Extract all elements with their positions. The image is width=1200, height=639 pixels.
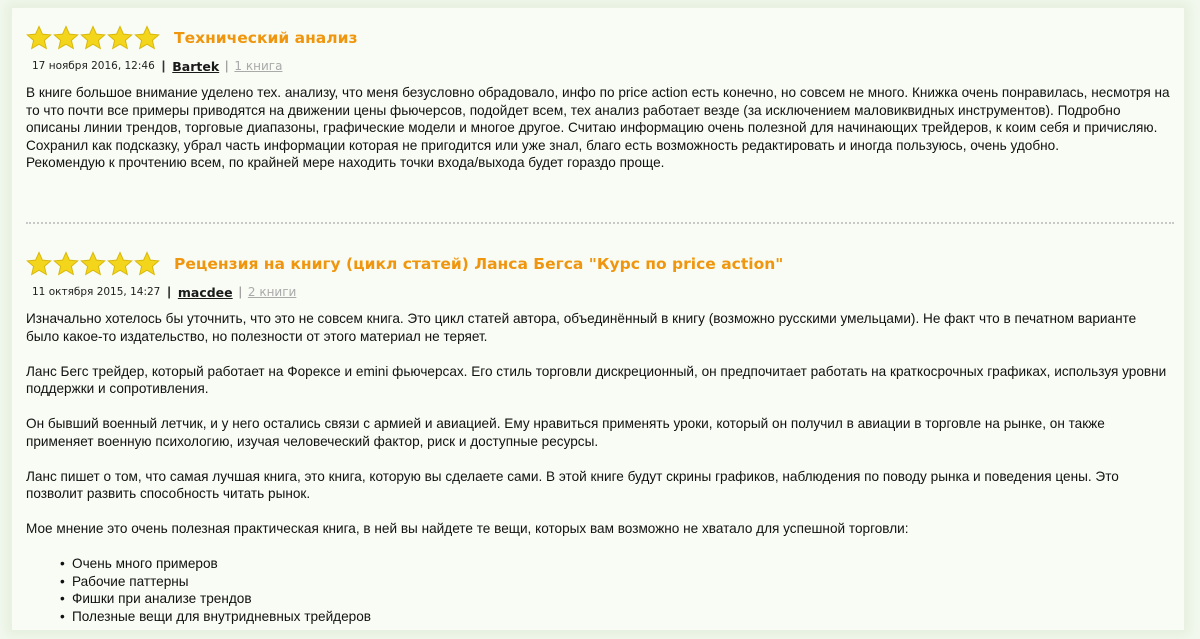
star-icon: [80, 251, 106, 277]
star-icon: [107, 251, 133, 277]
star-icon: [26, 251, 52, 277]
review-date: 11 октября 2015, 14:27: [32, 286, 161, 298]
rating-stars: [26, 25, 160, 51]
review-paragraph: Сохранил как подсказку, убрал часть информации которая не пригодится или уже знал, благо есть возможность редактировать и иногда пользуюсь, очень удобно.: [26, 137, 1059, 153]
review-card: [26, 250, 1172, 625]
author-link[interactable]: macdee: [177, 284, 233, 300]
review-meta: [26, 283, 1172, 301]
review-paragraph: Мое мнение это очень полезная практическая книга, в ней вы найдете те вещи, которых вам возможно не хватало для успешной торговли:: [26, 521, 909, 536]
author-books-link[interactable]: 1 книга: [234, 59, 283, 73]
star-icon: [26, 25, 52, 51]
star-icon: [134, 251, 160, 277]
review-date: 17 ноября 2016, 12:46: [32, 60, 155, 72]
review-body: [26, 310, 1172, 625]
review-title: Рецензия на книгу (цикл статей) Ланса Бегса "Курс по price action": [174, 255, 784, 273]
star-icon: [53, 25, 79, 51]
review-card: [26, 24, 1172, 172]
pros-list: [26, 555, 1172, 625]
author-books-link[interactable]: 2 книги: [247, 285, 297, 299]
review-meta: [26, 57, 1172, 75]
list-item: • Фишки при анализе трендов: [60, 590, 1172, 608]
star-icon: [134, 25, 160, 51]
author-link[interactable]: Bartek: [172, 58, 220, 74]
review-paragraph: Рекомендую к прочтению всем, по крайней мере находить точки входа/выхода будет гораздо проще.: [26, 155, 665, 170]
meta-separator: |: [238, 285, 242, 299]
review-body: [26, 84, 1172, 172]
meta-separator: |: [167, 285, 171, 299]
review-title: Технический анализ: [174, 29, 358, 47]
list-item: • Полезные вещи для внутридневных трейдеров: [60, 608, 1172, 626]
star-icon: [80, 25, 106, 51]
review-header: [26, 250, 1172, 278]
review-divider: [26, 222, 1174, 224]
review-paragraph: Изначально хотелось бы уточнить, что это не совсем книга. Это цикл статей автора, объединённый в книгу (возможно русскими умельцами). Не факт что в печатном варианте было какое-то издательство, но полезности от этого материал не теряет.: [26, 311, 1137, 344]
rating-stars: [26, 251, 160, 277]
list-item: • Рабочие паттерны: [60, 573, 1172, 591]
meta-separator: |: [225, 59, 229, 73]
review-paragraph: Он бывший военный летчик, и у него остались связи с армией и авиацией. Ему нравиться применять уроки, который он получил в авиации в торговле на рынке, он также применяет военную психологию, изучая человеческий фактор, риск и доступные ресурсы.: [26, 416, 1105, 449]
list-item: • Очень много примеров: [60, 555, 1172, 573]
star-icon: [107, 25, 133, 51]
meta-separator: |: [161, 59, 166, 73]
review-header: [26, 24, 1172, 52]
review-paragraph: Ланс пишет о том, что самая лучшая книга, это книга, которую вы сделаете сами. В этой книге будут скрины графиков, наблюдения по поводу рынка и поведения цены. Это позволит развить способность читать рынок.: [26, 468, 1119, 501]
star-icon: [53, 251, 79, 277]
reviews-page: [12, 8, 1184, 630]
review-paragraph: В книге большое внимание уделено тех. анализу, что меня безусловно обрадовало, инфо по price action есть конечно, но совсем не много. Книжка очень понравилась, несмотря на то что почти все примеры приводятся на движении цены фьючерсов, подойдет всем, тех анализ работает везде (за исключением маловиквидных инструментов). Подробно описаны линии трендов, торговые диапазоны, графические модели и многое другое. Считаю информацию очень полезной для начинающих трейдеров, к коим себя и причисляю.: [26, 85, 1170, 135]
review-paragraph: Ланс Бегс трейдер, который работает на Форексе и emini фьючерсах. Его стиль торговли дискреционный, он предпочитает работать на краткосрочных графиках, используя уровни поддержки и сопротивления.: [26, 363, 1167, 396]
